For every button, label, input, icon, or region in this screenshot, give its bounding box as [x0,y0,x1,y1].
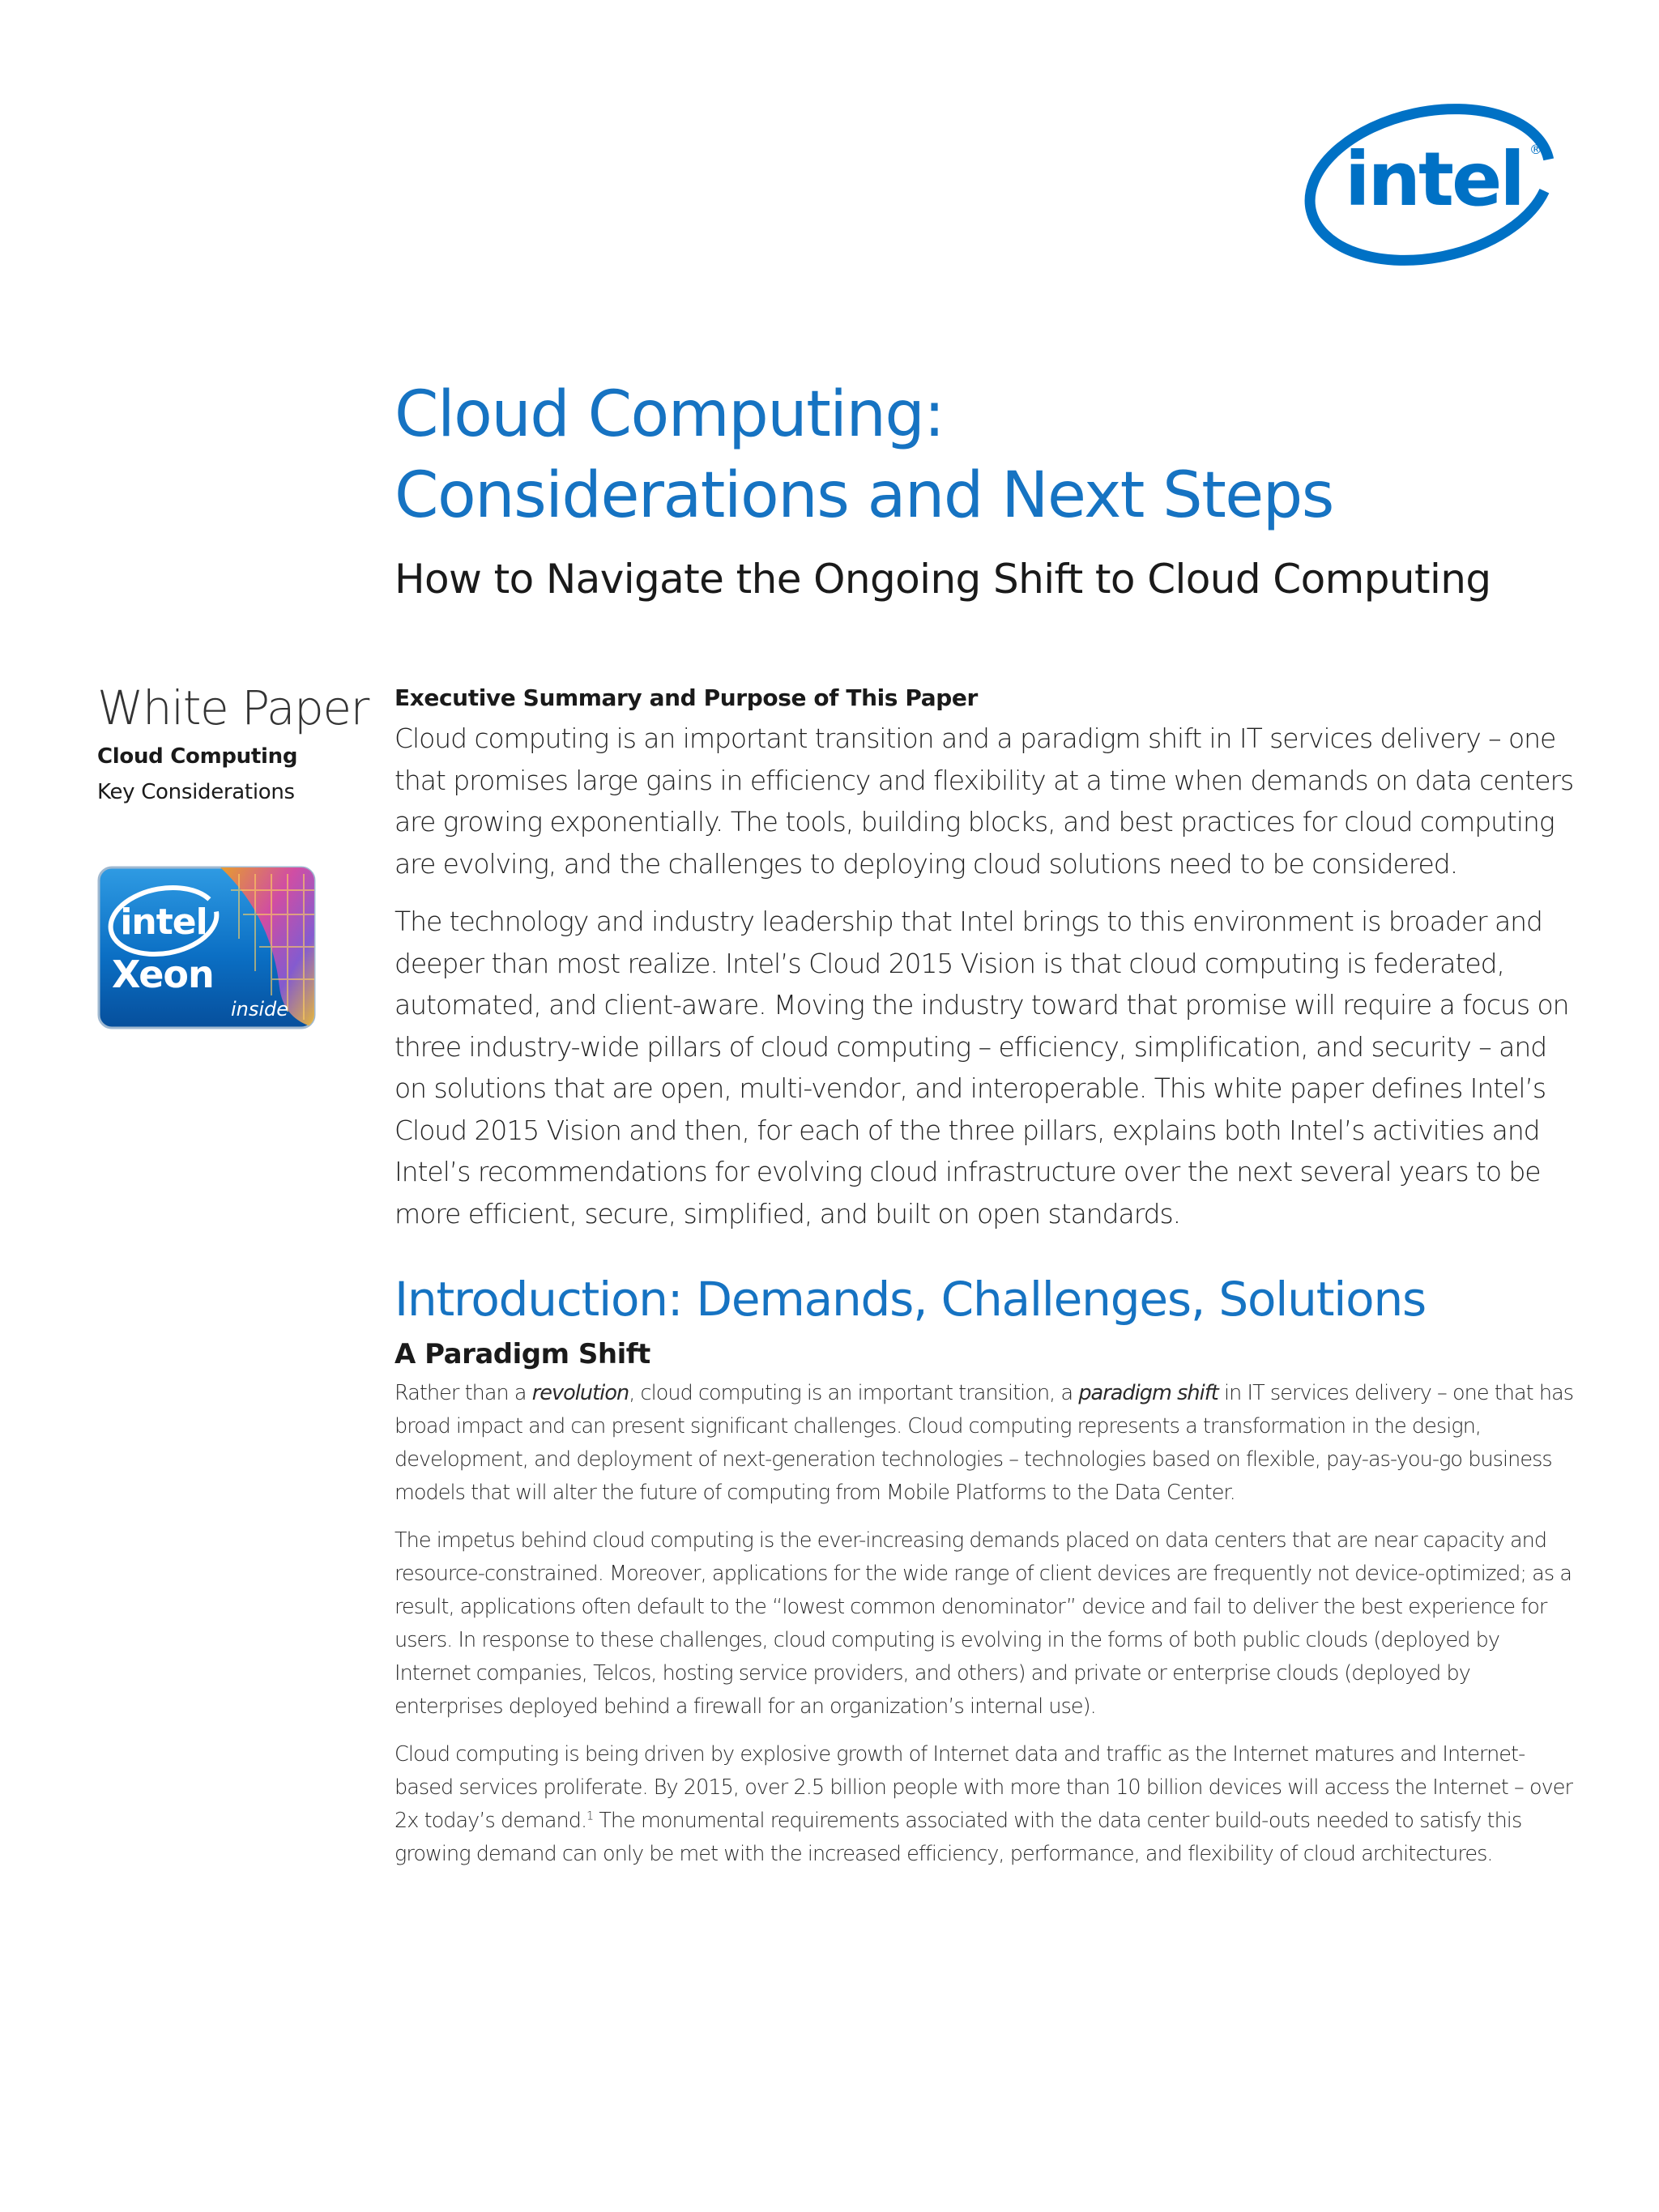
footnote-marker[interactable]: 1 [586,1809,594,1823]
intel-logo-icon [1296,96,1563,274]
title-line-2: Considerations and Next Steps [394,459,1333,532]
executive-summary-paragraph-2: The technology and industry leadership that Intel brings to this environment is broader and deeper than most realize. Intel’s Cloud 2015 Vision is that cloud computing is federated, automated, and client-aware. Moving the industry toward that promise will require a focus on three industry-wide pillars of cloud computing – efficiency, simplification, and security – and on solutions that are open, multi-vendor, and interoperable. This white paper defines Intel’s Cloud 2015 Vision and then, for each of the three pillars, explains both Intel’s activities and Intel’s recommendations for evolving cloud infrastructure over the next several years to be more efficient, secure, simplified, and built on open standards. [394,906,1569,1230]
introduction-heading: Introduction: Demands, Challenges, Solutions [394,1272,1427,1327]
introduction-paragraph-2: The impetus behind cloud computing is the ever-increasing demands placed on data centers that are near capacity and resource-constrained. Moreover, applications for the wide range of client devices are frequently not device-optimized; as a result, applications often default to the “lowest common denominator” device and fail to deliver the best experience for users. In response to these challenges, cloud computing is evolving in the forms of both public clouds (deployed by Internet companies, Telcos, hosting service providers, and others) and private or enterprise clouds (deployed by enterprises deployed behind a firewall for an organization’s internal use). [394,1528,1572,1719]
intel-logo-wordmark: intel [1345,136,1523,223]
page-title [394,374,1610,536]
executive-summary-heading: Executive Summary and Purpose of This Paper [394,684,978,711]
title-line-1: Cloud Computing: [394,378,945,451]
page-subtitle: How to Navigate the Ongoing Shift to Cloud Computing [394,556,1491,603]
sidebar-subtopic: Key Considerations [97,780,295,804]
introduction-paragraph-3: Cloud computing is being driven by explosive growth of Internet data and traffic as the Internet matures and Internet-based services proliferate. By 2015, over 2.5 billion people with more than 10 billion devices will access the Internet – over 2x today’s demand.$^1$ The monumental requirements associated with the data center build-outs needed to satisfy this growing demand can only be met with the increased efficiency, performance, and flexibility of cloud architectures. [394,1742,1573,1866]
executive-summary-paragraph-1: Cloud computing is an important transition and a paradigm shift in IT services delivery – one that promises large gains in efficiency and flexibility at a time when demands on data centers are growing exponentially. The tools, building blocks, and best practices for cloud computing are evolving, and the challenges to deploying cloud solutions need to be considered. [394,722,1574,880]
badge-inside-wordmark: inside [231,998,289,1021]
badge-xeon-wordmark: Xeon [112,953,214,996]
executive-summary [394,718,1577,1234]
paradigm-shift-heading: A Paradigm Shift [394,1338,650,1370]
introduction-paragraph-1: Rather than a revolution, cloud computing is an important transition, a paradigm shift in IT services delivery – one that has broad impact and can present significant challenges. Cloud computing represents a transformation in the design, development, and deployment of next-generation technologies – technologies based on flexible, pay-as-you-go business models that will alter the future of computing from Mobile Platforms to the Data Center. [394,1381,1574,1505]
badge-intel-wordmark: intel [120,901,207,943]
introduction-body [394,1377,1577,1871]
document-type: White Paper [97,680,369,735]
sidebar [97,679,369,812]
intel-xeon-inside-badge-icon [97,866,316,1029]
svg-text:®: ® [1529,142,1542,157]
main-content [394,679,1577,1871]
sidebar-topic: Cloud Computing [97,744,298,769]
